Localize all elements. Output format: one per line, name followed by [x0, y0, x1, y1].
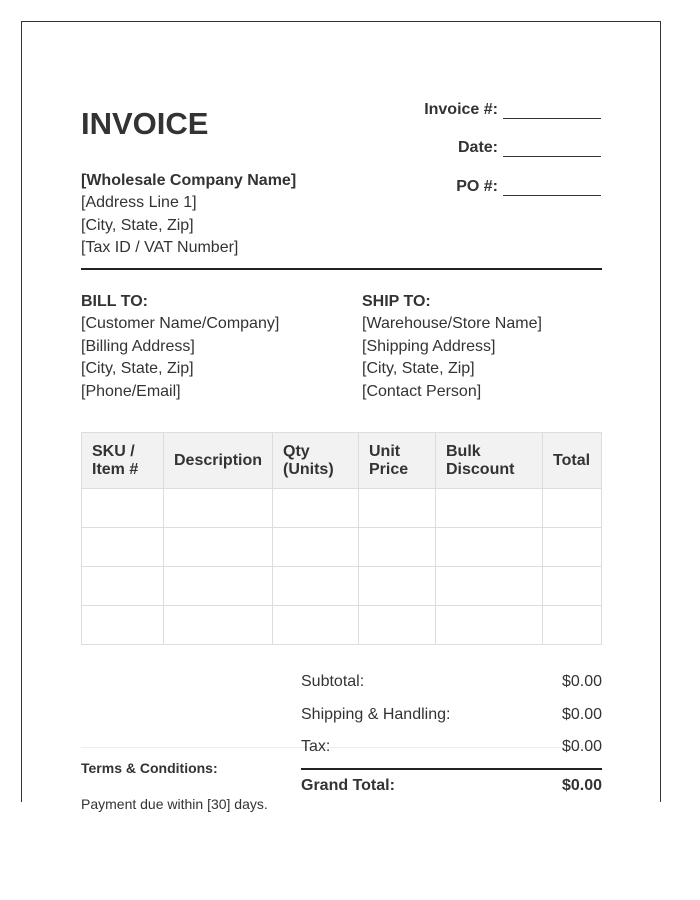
invoice-title: INVOICE	[81, 106, 209, 141]
column-header-line: SKU /	[92, 442, 135, 460]
po-number-field	[371, 174, 601, 196]
seller-city-state-zip: [City, State, Zip]	[81, 216, 194, 234]
table-cell[interactable]	[82, 606, 164, 645]
seller-info	[81, 170, 296, 260]
bill-to-line: [Phone/Email]	[81, 382, 181, 400]
date-label: Date:	[457, 139, 498, 156]
table-cell[interactable]	[359, 528, 436, 567]
table-header-row	[82, 433, 602, 489]
column-header-line: Discount	[446, 460, 515, 478]
tax-label: Tax:	[301, 738, 331, 755]
column-header-unit-price	[359, 433, 436, 489]
table-cell[interactable]	[164, 606, 273, 645]
table-cell[interactable]	[543, 606, 602, 645]
ship-to-line: [Shipping Address]	[362, 337, 496, 355]
date-blank[interactable]	[503, 141, 601, 157]
ship-to-heading: SHIP TO:	[362, 293, 431, 310]
ship-to-line: [Warehouse/Store Name]	[362, 315, 542, 333]
table-cell[interactable]	[82, 567, 164, 606]
table-cell[interactable]	[82, 489, 164, 528]
table-cell[interactable]	[436, 528, 543, 567]
table-cell[interactable]	[359, 567, 436, 606]
subtotal-row	[301, 672, 602, 692]
invoice-number-field	[371, 97, 601, 119]
grand-total-value: $0.00	[561, 777, 602, 794]
shipping-row	[301, 705, 602, 725]
bill-to-line: [City, State, Zip]	[81, 360, 194, 378]
seller-tax-id: [Tax ID / VAT Number]	[81, 239, 239, 257]
seller-address-line: [Address Line 1]	[81, 194, 197, 212]
column-header-total	[543, 433, 602, 489]
shipping-value: $0.00	[561, 706, 602, 723]
table-cell[interactable]	[359, 606, 436, 645]
table-cell[interactable]	[164, 567, 273, 606]
po-number-blank[interactable]	[503, 180, 601, 196]
column-header-line: Unit	[369, 442, 401, 460]
column-header-line: (Units)	[283, 460, 334, 478]
date-field	[371, 135, 601, 157]
table-row	[82, 528, 602, 567]
invoice-number-label: Invoice #:	[424, 101, 498, 118]
table-cell[interactable]	[436, 606, 543, 645]
bill-to-line: [Billing Address]	[81, 337, 195, 355]
header-divider	[81, 268, 602, 270]
table-cell[interactable]	[543, 567, 602, 606]
ship-to-line: [City, State, Zip]	[362, 360, 475, 378]
invoice-page	[21, 21, 661, 812]
bill-to-heading: BILL TO:	[81, 293, 148, 310]
bill-to-line: [Customer Name/Company]	[81, 315, 280, 333]
column-header-line: Qty	[283, 442, 310, 460]
table-cell[interactable]	[164, 528, 273, 567]
grand-total-label: Grand Total:	[301, 777, 395, 794]
grand-total-divider	[301, 768, 602, 770]
terms-heading: Terms & Conditions:	[81, 760, 218, 776]
table-cell[interactable]	[273, 489, 359, 528]
tax-row	[301, 737, 602, 757]
table-cell[interactable]	[543, 489, 602, 528]
table-cell[interactable]	[359, 489, 436, 528]
table-cell[interactable]	[436, 489, 543, 528]
table-cell[interactable]	[164, 489, 273, 528]
column-header-line: Description	[174, 451, 263, 469]
table-row	[82, 567, 602, 606]
table-cell[interactable]	[436, 567, 543, 606]
ship-to-block	[362, 291, 632, 403]
table-cell[interactable]	[273, 567, 359, 606]
table-cell[interactable]	[543, 528, 602, 567]
shipping-label: Shipping & Handling:	[301, 706, 451, 723]
table-cell[interactable]	[273, 606, 359, 645]
tax-value: $0.00	[561, 738, 602, 755]
column-header-line: Item #	[92, 460, 139, 478]
column-header-line: Total	[553, 451, 591, 469]
bill-to-block	[81, 291, 351, 403]
invoice-number-blank[interactable]	[503, 103, 601, 119]
column-header-bulk-discount	[436, 433, 543, 489]
column-header-description	[164, 433, 273, 489]
line-items-table	[81, 432, 602, 645]
table-row	[82, 606, 602, 645]
po-number-label: PO #:	[456, 178, 498, 195]
subtotal-value: $0.00	[561, 673, 602, 690]
column-header-sku	[82, 433, 164, 489]
table-row	[82, 489, 602, 528]
grand-total-row	[301, 776, 602, 796]
terms-text: Payment due within [30] days.	[81, 796, 268, 812]
column-header-line: Price	[369, 460, 409, 478]
subtotal-label: Subtotal:	[301, 673, 365, 690]
table-cell[interactable]	[273, 528, 359, 567]
table-cell[interactable]	[82, 528, 164, 567]
ship-to-line: [Contact Person]	[362, 382, 482, 400]
seller-company-name: [Wholesale Company Name]	[81, 172, 297, 189]
column-header-qty	[273, 433, 359, 489]
column-header-line: Bulk	[446, 442, 481, 460]
